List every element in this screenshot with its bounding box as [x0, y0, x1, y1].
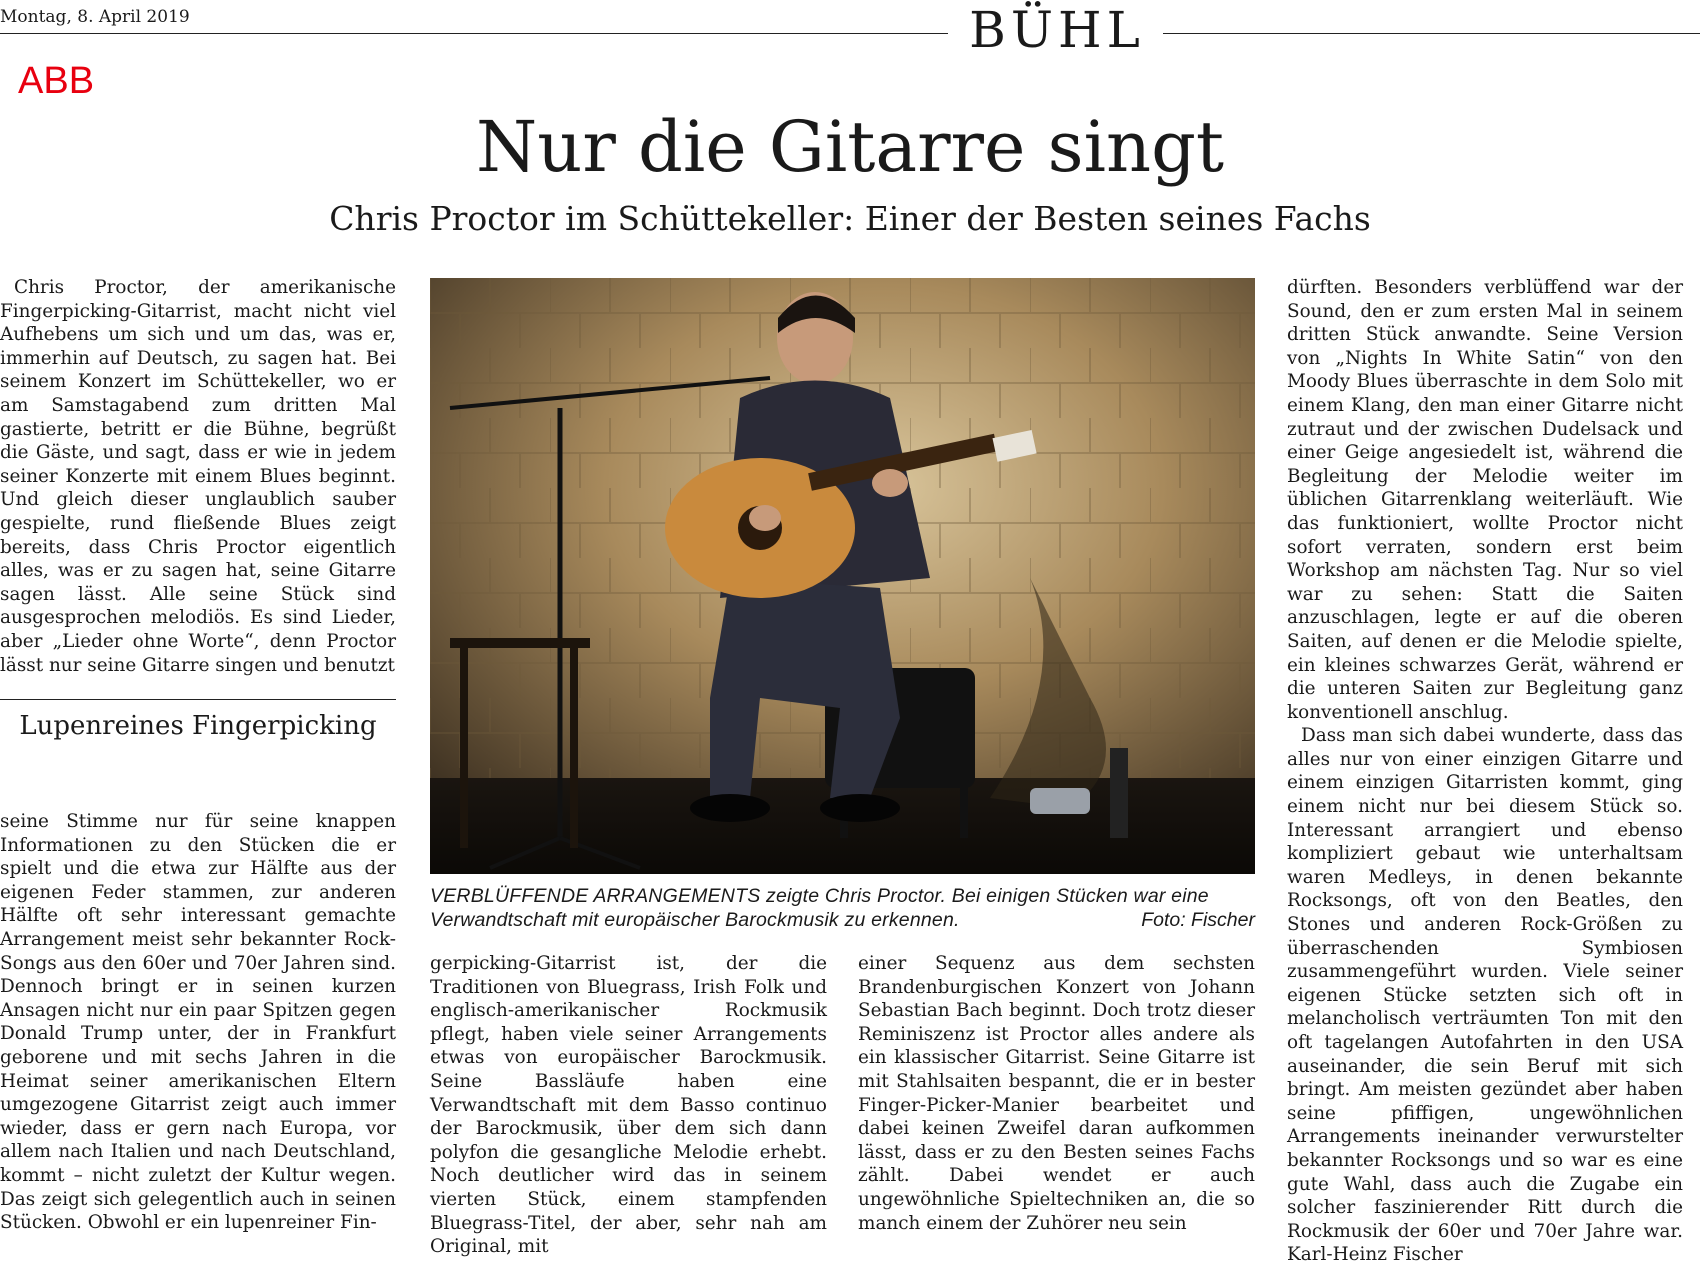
column-4-paragraph-2: Dass man sich dabei wunderte, dass das alles nur von einer einzigen Gitarre und einem einzigen Gitarristen kommt, ging einem nicht nur bei diesem Stück so. Interessant arrangiert und ebenso kompliziert gebaut wie unterhaltsam waren Medleys, in denen bekannte Rocksongs, oft von den Beatles, den Stones und anderen Rock-Größen zu überraschenden Symbiosen zusammengeführt wurden. Viele seiner eigenen Stücke setzten sich oft in melancholisch verträumten Ton mit den oft tagelangen Autofahrten in den USA auseinander, die sein Beruf mit sich bringt. Am meisten gezündet aber haben seine pfiffigen, ungewöhnlichen Arrangements ineinander verwurstelter bekannter Rocksongs und so war es eine gute Wahl, dass auch die Zugabe ein solcher faszinierender Ritt durch die Rockmusik der 60er und 70er Jahre war. Karl-Heinz Fischer	[1287, 725, 1683, 1266]
article-column-1-intro	[0, 276, 396, 688]
header-rule-left	[0, 33, 948, 34]
caption-text: VERBLÜFFENDE ARRANGEMENTS zeigte Chris Proctor. Bei einigen Stücken war eine Verwandtschaft mit europäischer Barockmusik zu erkennen.	[430, 885, 1209, 931]
article-column-2	[430, 952, 827, 1258]
photo-caption	[430, 884, 1255, 932]
column-1-paragraph: seine Stimme nur für seine knappen Informationen zu den Stücken die er spielt und die etwa zur Hälfte aus der eigenen Feder stammen, zur anderen Hälfte oft sehr interessant gemachte Arrangement meist sehr bekannter Rock-Songs aus den 60er und 70er Jahren sind. Dennoch bringt er in seinen kurzen Ansagen nicht nur ein paar Spitzen gegen Donald Trump unter, der in Frankfurt geborene und mit sechs Jahren in die Heimat seiner amerikanischen Eltern umgezogene Gitarrist zeigt auch immer wieder, dass er gern nach Europa, vor allem nach Italien und nach Deutschland, kommt – nicht zuletzt der Kultur wegen. Das zeigt sich gelegentlich auch in seinen Stücken. Obwohl er ein lupenreiner Fin-	[0, 811, 396, 1234]
issue-date: Montag, 8. April 2019	[0, 7, 190, 27]
article-column-3	[858, 952, 1255, 1234]
article-subheadline: Chris Proctor im Schüttekeller: Einer der Besten seines Fachs	[329, 199, 1371, 238]
article-column-4	[1287, 276, 1683, 1266]
column-4-paragraph-1: dürften. Besonders verblüffend war der Sound, den er zum ersten Mal in seinem dritten Stück anwandte. Seine Version von „Nights In White Satin“ von den Moody Blues überraschte in dem Solo mit einem Klang, den man einer Gitarre nicht zutraut und der zwischen Dudelsack und einer Geige angesiedelt ist, während die Begleitung der Melodie weiter im üblichen Gitarrenklang weiterläuft. Wie das funktioniert, wollte Proctor nicht sofort verraten, sondern erst beim Workshop am nächsten Tag. Nur so viel war zu sehen: Statt die Saiten anzuschlagen, legte er auf die oberen Saiten, auf denen er die Melodie spielte, ein kleines schwarzes Gerät, während er die unteren Saiten zur Begleitung ganz konventionell anschlug.	[1287, 277, 1683, 723]
section-title: BÜHL	[969, 1, 1145, 59]
stamp-label: ABB	[18, 60, 95, 102]
article-column-1-continued	[0, 810, 396, 1234]
subhead-divider	[0, 699, 396, 700]
column-2-paragraph: gerpicking-Gitarrist ist, der die Traditionen von Bluegrass, Irish Folk und englisch-amerikanischer Rockmusik pflegt, haben viele seiner Arrangements etwas von europäischer Barockmusik. Seine Bassläufe haben eine Verwandtschaft mit dem Basso continuo der Barockmusik, über dem sich dann polyfon die gesangliche Melodie erhebt. Noch deutlicher wird das in seinem vierten Stück, einem stampfenden Bluegrass-Titel, der aber, sehr nah am Original, mit	[430, 953, 827, 1258]
page-header	[0, 0, 1700, 62]
header-rule-right	[1163, 33, 1700, 34]
photo-credit: Foto: Fischer	[1141, 909, 1255, 931]
article-headline: Nur die Gitarre singt	[475, 106, 1225, 188]
column-3-paragraph: einer Sequenz aus dem sechsten Brandenburgischen Konzert von Johann Sebastian Bach beginnt. Doch trotz dieser Reminiszenz ist Proctor alles andere als ein klassischer Gitarrist. Seine Gitarre ist mit Stahlsaiten bespannt, die er in bester Finger-Picker-Manier bearbeitet und dabei keinen Zweifel daran aufkommen lässt, dass er zu den Besten seines Fachs zählt. Dabei wendet er auch ungewöhnliche Spieltechniken an, die so manch einem der Zuhörer neu sein	[858, 953, 1255, 1234]
article-photo	[430, 278, 1255, 874]
photo-guitarist-on-stage	[430, 278, 1255, 874]
intro-paragraph: Chris Proctor, der amerikanische Fingerpicking-Gitarrist, macht nicht viel Aufhebens um sich und um das, was er, immerhin auf Deutsch, zu sagen hat. Bei seinem Konzert im Schüttekeller, wo er am Samstagabend zum dritten Mal gastierte, betritt er die Bühne, begrüßt die Gäste, und sagt, dass er wie in jedem seiner Konzerte mit einem Blues beginnt. Und gleich dieser unglaublich sauber gespielte, rund fließende Blues zeigt bereits, dass Chris Proctor eigentlich alles, was er zu sagen hat, seine Gitarre sagen lässt. Alle seine Stück sind ausgesprochen melodiös. Es sind Lieder, aber „Lieder ohne Worte“, denn Proctor lässt nur seine Gitarre singen und benutzt	[0, 277, 396, 676]
article-subhead: Lupenreines Fingerpicking	[19, 711, 377, 741]
